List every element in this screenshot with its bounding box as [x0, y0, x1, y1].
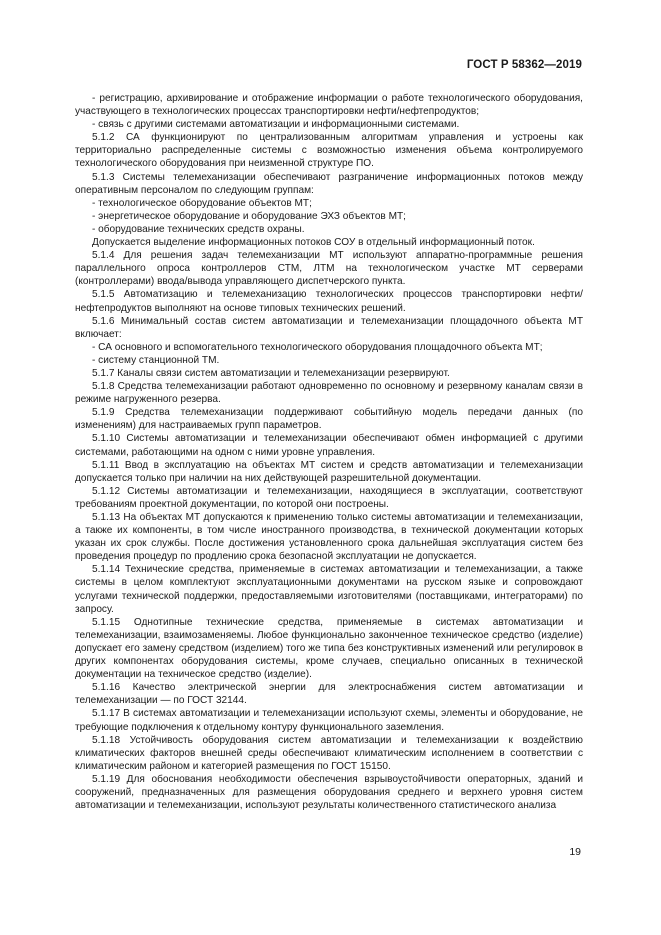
list-item: - оборудование технических средств охраны.: [92, 223, 305, 235]
paragraph-5-1-19: 5.1.19 Для обоснования необходимости обеспечения взрывоустойчивости операторных, зданий и сооружений, предназначенных для размещения оборудования среднего и верхнего уровня систем автоматизации и телемеханизации, используют результаты количественного статистического анализа: [75, 773, 583, 812]
list-item: - систему станционной ТМ.: [92, 354, 220, 366]
list-item: - технологическое оборудование объектов МТ;: [92, 197, 312, 209]
paragraph-5-1-13: 5.1.13 На объектах МТ допускаются к применению только системы автоматизации и телемеханизации, а также их компоненты, в том числе иностранного производства, в технической документации которых указан их срок службы. После достижения установленного срока дальнейшая эксплуатация систем без проведения процедур по продлению срока безопасной эксплуатации не допускается.: [75, 512, 583, 563]
list-item: - энергетическое оборудование и оборудование ЭХЗ объектов МТ;: [92, 210, 406, 222]
paragraph-5-1-3: 5.1.3 Системы телемеханизации обеспечивают разграничение информационных потоков между оперативным персоналом по следующим группам:: [75, 171, 583, 196]
paragraph-5-1-5: 5.1.5 Автоматизацию и телемеханизацию технологических процессов транспортировки нефти/нефтепродуктов выполняют на основе типовых технических решений.: [75, 289, 583, 314]
list-item: - регистрацию, архивирование и отображение информации о работе технологического оборудования, участвующего в технологических процессах транспортировки нефти/нефтепродуктов;: [75, 93, 583, 118]
paragraph-5-1-9: 5.1.9 Средства телемеханизации поддерживают событийную модель передачи данных (по изменениям) для настраиваемых групп параметров.: [75, 407, 583, 432]
paragraph-5-1-2: 5.1.2 СА функционируют по централизованным алгоритмам управления и устроены как территориально распределенные системы с возможностью изменения объема контролируемого технологического оборудования при неизменной структуре ПО.: [75, 132, 583, 170]
paragraph-5-1-14: 5.1.14 Технические средства, применяемые в системах автоматизации и телемеханизации, а также системы в целом комплектуют эксплуатационными документами на русском языке и сопровождают услугами технической поддержки, предоставляемыми изготовителями (поставщиками, интеграторами) по запросу.: [75, 564, 583, 615]
paragraph-note: Допускается выделение информационных потоков СОУ в отдельный информационный поток.: [92, 237, 535, 249]
paragraph-5-1-6: 5.1.6 Минимальный состав систем автоматизации и телемеханизации площадочного объекта МТ включает:: [75, 315, 583, 340]
paragraph-5-1-10: 5.1.10 Системы автоматизации и телемеханизации обеспечивают обмен информацией с другими системами, работающими на одном с ними уровне управления.: [75, 433, 583, 458]
paragraph-5-1-7: 5.1.7 Каналы связи систем автоматизации и телемеханизации резервируют.: [92, 367, 450, 379]
body-text: [75, 92, 583, 812]
standard-code-header: ГОСТ Р 58362—2019: [466, 59, 582, 71]
paragraph-5-1-12: 5.1.12 Системы автоматизации и телемеханизации, находящиеся в эксплуатации, соответствуют требованиям проектной документации, по которой они построены.: [75, 485, 583, 510]
paragraph-5-1-4: 5.1.4 Для решения задач телемеханизации МТ используют аппаратно-программные решения параллельного опроса контроллеров СТМ, ЛТМ на технологическом участке МТ серверами (контроллерами) ввода/вывода управляющего диспетчерского пункта.: [75, 250, 583, 288]
list-item: - связь с другими системами автоматизации и информационными системами.: [92, 119, 460, 131]
page-number: 19: [569, 846, 581, 858]
paragraph-5-1-8: 5.1.8 Средства телемеханизации работают одновременно по основному и резервному каналам связи в режиме нагруженного резерва.: [75, 381, 583, 406]
paragraph-5-1-16: 5.1.16 Качество электрической энергии для электроснабжения систем автоматизации и телемеханизации — по ГОСТ 32144.: [75, 682, 583, 707]
paragraph-5-1-17: 5.1.17 В системах автоматизации и телемеханизации используют схемы, элементы и оборудование, не требующие подключения к отдельному контуру функционального заземления.: [75, 708, 583, 733]
paragraph-5-1-11: 5.1.11 Ввод в эксплуатацию на объектах МТ систем и средств автоматизации и телемеханизации допускается только при наличии на них действующей разрешительной документации.: [75, 459, 583, 484]
list-item: - СА основного и вспомогательного технологического оборудования площадочного объекта МТ;: [92, 341, 543, 353]
paragraph-5-1-18: 5.1.18 Устойчивость оборудования систем автоматизации и телемеханизации к воздействию климатических факторов внешней среды обеспечивают климатическим исполнением в соответствии с климатическим районом и категорией размещения по ГОСТ 15150.: [75, 734, 583, 772]
paragraph-5-1-15: 5.1.15 Однотипные технические средства, применяемые в системах автоматизации и телемеханизации, взаимозаменяемы. Любое функционально законченное техническое средство (изделие) допускает его замену средством (изделием) того же типа без конструктивных изменений или регулировок в других компонентах оборудования системы, кроме случаев, специально описанных в технической документации на техническое средство (изделие).: [75, 616, 583, 681]
